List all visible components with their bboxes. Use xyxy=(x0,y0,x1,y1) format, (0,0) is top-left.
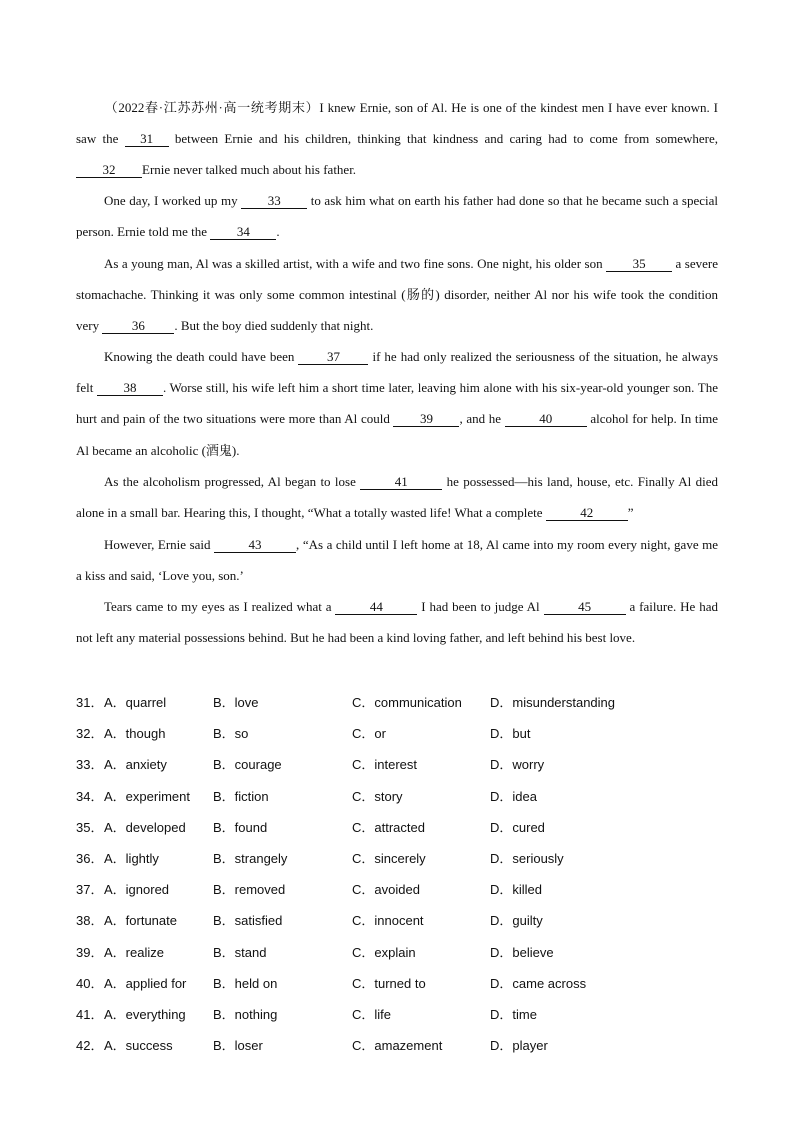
option-d[interactable]: D．came across xyxy=(490,975,587,991)
option-row xyxy=(76,910,718,930)
option-row xyxy=(76,1035,718,1055)
option-b[interactable]: B．strangely xyxy=(213,851,288,866)
blank-35[interactable]: 35 xyxy=(606,257,672,272)
text: I had been to judge Al xyxy=(417,599,544,614)
text: Knowing the death could have been xyxy=(104,349,299,364)
option-b[interactable]: B．fiction xyxy=(213,788,269,804)
text: ” xyxy=(627,505,634,521)
option-a[interactable]: A．fortunate xyxy=(104,913,177,929)
question-number: 38． xyxy=(76,913,104,929)
option-d[interactable]: D．but xyxy=(490,726,531,742)
option-row xyxy=(76,1004,718,1024)
option-d[interactable]: D．player xyxy=(490,1038,548,1054)
option-a[interactable]: A．everything xyxy=(104,1007,186,1022)
option-b[interactable]: B．stand xyxy=(213,944,267,960)
question-number: 33． xyxy=(76,757,104,773)
option-c[interactable]: C．sincerely xyxy=(352,851,426,866)
passage-paragraph-2 xyxy=(76,185,718,247)
option-d[interactable]: D．time xyxy=(490,1007,537,1022)
blank-31[interactable]: 31 xyxy=(125,132,169,147)
option-row xyxy=(76,786,718,806)
option-b[interactable]: B．held on xyxy=(213,975,278,991)
option-b[interactable]: B．found xyxy=(213,819,268,835)
option-row xyxy=(76,754,718,774)
text: , “As a child until I left home at 18, Al came into my room every night, gave me a kiss and said, ‘Love you, son.’ xyxy=(76,537,718,584)
option-row xyxy=(76,817,718,837)
blank-45[interactable]: 45 xyxy=(544,600,626,615)
text: As the alcoholism progressed, Al began to lose xyxy=(104,474,361,489)
option-c[interactable]: C．or xyxy=(352,726,386,742)
option-b[interactable]: B．loser xyxy=(213,1038,263,1054)
option-c[interactable]: C．turned to xyxy=(352,975,426,991)
option-d[interactable]: D．misunderstanding xyxy=(490,695,616,710)
question-number: 34． xyxy=(76,788,104,804)
option-d[interactable]: D．believe xyxy=(490,944,554,960)
option-a[interactable]: A．though xyxy=(104,726,166,742)
text: , and he xyxy=(459,411,505,427)
blank-38[interactable]: 38 xyxy=(97,381,163,396)
question-number: 35． xyxy=(76,819,104,835)
blank-32[interactable]: 32 xyxy=(76,163,142,178)
text: Ernie never talked much about his father. xyxy=(142,162,357,178)
text: a failure. He had not left any material possessions behind. But he had been a kind loving father, and left behind his best love. xyxy=(76,599,718,646)
blank-37[interactable]: 37 xyxy=(298,350,368,365)
blank-33[interactable]: 33 xyxy=(241,194,307,209)
text: a severe stomachache. Thinking it was only some common intestinal (肠的) disorder, neither Al nor his wife took the condition very xyxy=(76,256,718,334)
source-tag: （2022春·江苏苏州·高一统考期末） xyxy=(104,100,320,115)
option-b[interactable]: B．satisfied xyxy=(213,913,283,929)
option-d[interactable]: D．idea xyxy=(490,788,537,804)
option-row xyxy=(76,723,718,743)
option-row xyxy=(76,973,718,993)
blank-39[interactable]: 39 xyxy=(393,412,459,427)
text: if he had only realized the seriousness of the situation, he always felt xyxy=(76,349,718,396)
blank-40[interactable]: 40 xyxy=(505,412,587,427)
option-c[interactable]: C．amazement xyxy=(352,1038,443,1054)
option-a[interactable]: A．anxiety xyxy=(104,757,167,773)
text: . Worse still, his wife left him a short time later, leaving him alone with his six-year-old younger son. The hurt and pain of the two situations were more than Al could xyxy=(76,380,718,427)
passage-paragraph-1 xyxy=(76,92,718,186)
text: I knew Ernie, son of Al. He is one of the kindest men I have ever known. I saw the xyxy=(76,100,718,147)
option-a[interactable]: A．lightly xyxy=(104,851,159,866)
blank-41[interactable]: 41 xyxy=(360,475,442,490)
option-row xyxy=(76,942,718,962)
question-number: 37． xyxy=(76,882,104,898)
option-b[interactable]: B．so xyxy=(213,726,249,742)
option-c[interactable]: C．life xyxy=(352,1007,392,1022)
passage-paragraph-3 xyxy=(76,248,718,342)
question-number: 31． xyxy=(76,695,104,710)
option-a[interactable]: A．realize xyxy=(104,944,164,960)
text: . xyxy=(276,224,280,240)
option-d[interactable]: D．killed xyxy=(490,882,543,898)
option-d[interactable]: D．seriously xyxy=(490,851,564,866)
option-c[interactable]: C．explain xyxy=(352,944,416,960)
question-number: 42． xyxy=(76,1038,104,1054)
option-row xyxy=(76,879,718,899)
option-b[interactable]: B．removed xyxy=(213,882,286,898)
option-a[interactable]: A．applied for xyxy=(104,975,187,991)
text: to ask him what on earth his father had done so that he became such a special person. Ernie told me the xyxy=(76,193,718,240)
option-c[interactable]: C．interest xyxy=(352,757,418,773)
passage-paragraph-6 xyxy=(76,529,718,591)
passage-paragraph-7 xyxy=(76,591,718,653)
blank-36[interactable]: 36 xyxy=(102,319,174,334)
option-row xyxy=(76,692,718,712)
option-a[interactable]: A．developed xyxy=(104,819,186,835)
text: he possessed—his land, house, etc. Finally Al died alone in a small bar. Hearing this, I thought, “What a totally wasted life! What a complete xyxy=(76,474,718,521)
question-number: 39． xyxy=(76,944,104,960)
option-b[interactable]: B．love xyxy=(213,695,259,710)
blank-44[interactable]: 44 xyxy=(335,600,417,615)
blank-42[interactable]: 42 xyxy=(546,506,628,521)
question-number: 32． xyxy=(76,726,104,742)
text: . But the boy died suddenly that night. xyxy=(174,318,374,334)
option-d[interactable]: D．guilty xyxy=(490,913,543,929)
option-c[interactable]: C．story xyxy=(352,788,403,804)
question-number: 40． xyxy=(76,975,104,991)
option-a[interactable]: A．experiment xyxy=(104,788,190,804)
option-a[interactable]: A．ignored xyxy=(104,882,170,898)
passage-paragraph-5 xyxy=(76,466,718,528)
blank-43[interactable]: 43 xyxy=(214,538,296,553)
option-row xyxy=(76,848,718,868)
option-c[interactable]: C．avoided xyxy=(352,882,420,898)
option-b[interactable]: B．courage xyxy=(213,757,282,773)
option-c[interactable]: C．innocent xyxy=(352,913,424,929)
option-a[interactable]: A．quarrel xyxy=(104,695,167,710)
option-a[interactable]: A．success xyxy=(104,1038,173,1054)
blank-34[interactable]: 34 xyxy=(210,225,276,240)
text: alcohol for help. In time Al became an alcoholic (酒鬼). xyxy=(76,411,718,458)
text: One day, I worked up my xyxy=(104,193,242,208)
text: between Ernie and his children, thinking that kindness and caring had to come from somewhere, xyxy=(168,131,718,147)
text: As a young man, Al was a skilled artist, with a wife and two fine sons. One night, his older son xyxy=(104,256,607,271)
option-d[interactable]: D．cured xyxy=(490,819,545,835)
option-c[interactable]: C．communication xyxy=(352,695,462,710)
option-d[interactable]: D．worry xyxy=(490,757,545,773)
question-number: 36． xyxy=(76,851,104,866)
text: However, Ernie said xyxy=(104,537,215,552)
option-b[interactable]: B．nothing xyxy=(213,1007,278,1022)
passage-paragraph-4 xyxy=(76,341,718,466)
question-number: 41． xyxy=(76,1007,104,1022)
option-c[interactable]: C．attracted xyxy=(352,819,425,835)
text: Tears came to my eyes as I realized what a xyxy=(104,599,336,614)
